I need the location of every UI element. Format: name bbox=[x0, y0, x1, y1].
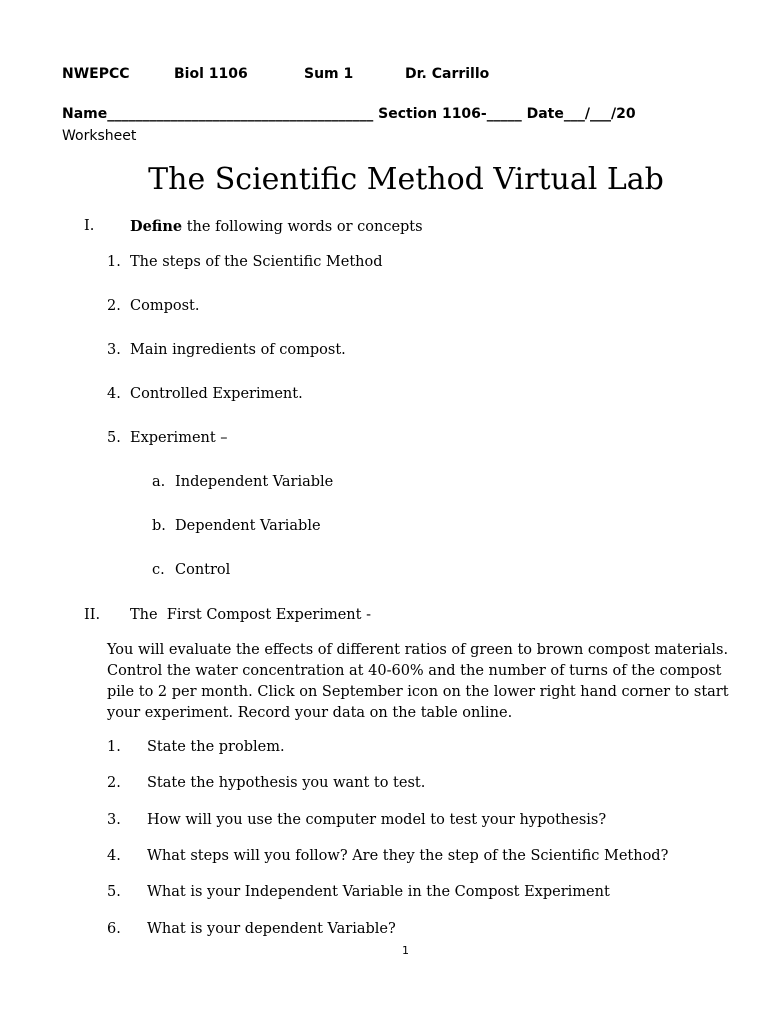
header-term: Sum 1 bbox=[304, 66, 354, 82]
question-num: 1. bbox=[107, 739, 121, 755]
definition-item-num: 1. bbox=[107, 254, 121, 270]
question: How will you use the computer model to test your hypothesis? bbox=[147, 812, 607, 828]
question: State the problem. bbox=[147, 739, 285, 755]
definition-item: Experiment – bbox=[130, 430, 228, 446]
section-1-numeral: I. bbox=[84, 218, 95, 234]
question: What steps will you follow? Are they the step of the Scientific Method? bbox=[147, 848, 669, 864]
definition-item-num: 5. bbox=[107, 430, 121, 446]
definition-item-num: 2. bbox=[107, 298, 121, 314]
section-2-heading: The First Compost Experiment - bbox=[130, 607, 371, 623]
section-1-heading-bold: Define bbox=[130, 218, 183, 235]
section-1-heading-rest: the following words or concepts bbox=[182, 219, 423, 235]
subitem-letter: a. bbox=[152, 474, 166, 490]
page-title: The Scientific Method Virtual Lab bbox=[148, 162, 664, 197]
header-course: Biol 1106 bbox=[174, 66, 248, 82]
subitem-letter: c. bbox=[152, 562, 165, 578]
question-num: 4. bbox=[107, 848, 121, 864]
subitem: Dependent Variable bbox=[175, 518, 321, 534]
question-num: 3. bbox=[107, 812, 121, 828]
question: State the hypothesis you want to test. bbox=[147, 775, 426, 791]
subitem: Control bbox=[175, 562, 231, 578]
definition-item: Main ingredients of compost. bbox=[130, 342, 346, 358]
question: What is your dependent Variable? bbox=[147, 921, 396, 937]
header-org: NWEPCC bbox=[62, 66, 130, 82]
page-number: 1 bbox=[402, 944, 409, 957]
section-1-heading bbox=[130, 218, 423, 235]
question: What is your Independent Variable in the Compost Experiment bbox=[147, 884, 610, 900]
section-2-numeral: II. bbox=[84, 607, 101, 623]
question-num: 6. bbox=[107, 921, 121, 937]
definition-item: The steps of the Scientific Method bbox=[130, 254, 383, 270]
question-num: 5. bbox=[107, 884, 121, 900]
header-instructor: Dr. Carrillo bbox=[405, 66, 490, 82]
worksheet-label: Worksheet bbox=[62, 128, 137, 144]
definition-item-num: 4. bbox=[107, 386, 121, 402]
question-num: 2. bbox=[107, 775, 121, 791]
definition-item: Compost. bbox=[130, 298, 200, 314]
definition-item: Controlled Experiment. bbox=[130, 386, 303, 402]
name-section-date-line: Name______________________________________ Section 1106-_____ Date___/___/20 bbox=[62, 106, 636, 122]
definition-item-num: 3. bbox=[107, 342, 121, 358]
subitem: Independent Variable bbox=[175, 474, 334, 490]
subitem-letter: b. bbox=[152, 518, 166, 534]
instructions-paragraph: You will evaluate the effects of different ratios of green to brown compost materials. Control the water concentration at 40-60% and the number of turns of the compost pile to 2 per month. Click on September icon on the lower right hand corner to start your experiment. Record your data on the table online. bbox=[107, 642, 729, 721]
